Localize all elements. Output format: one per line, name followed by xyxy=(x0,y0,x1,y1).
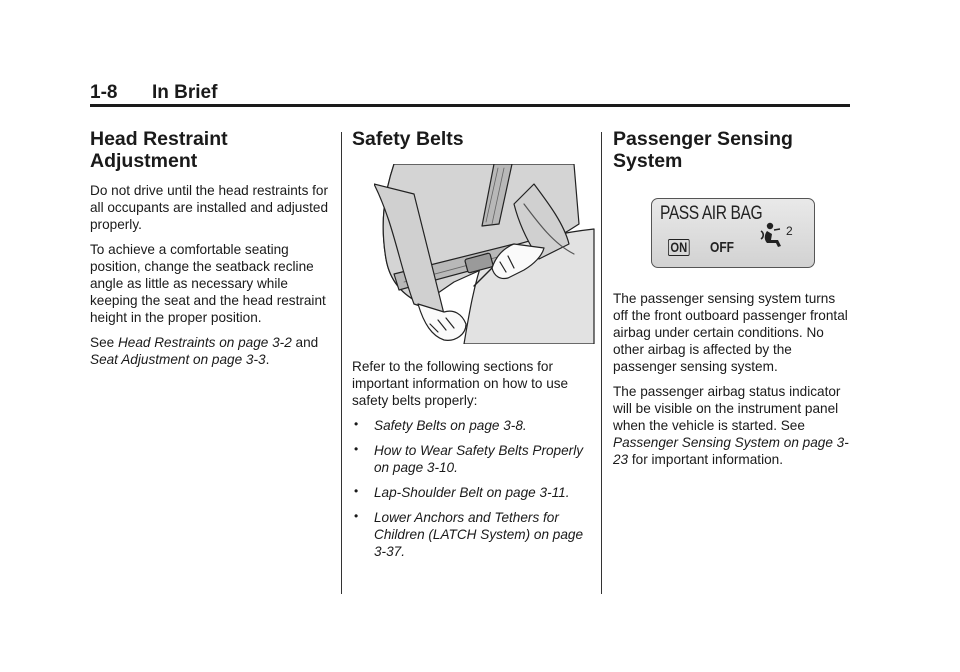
safety-belts-reference-list xyxy=(352,417,592,560)
passenger-sensing-link[interactable]: Passenger Sensing System on page 3-23 xyxy=(613,435,849,467)
safety-belts-heading: Safety Belts xyxy=(352,128,464,150)
list-item[interactable] xyxy=(352,484,592,501)
list-item[interactable] xyxy=(352,442,592,476)
important-info-text: for important information. xyxy=(628,452,784,467)
head-restraint-paragraph-1: Do not drive until the head restraints for all occupants are installed and adjusted properly. xyxy=(90,183,329,232)
page-number: 1-8 xyxy=(90,82,118,103)
column-divider-1 xyxy=(341,132,342,594)
safety-belt-illustration xyxy=(374,164,596,344)
column-divider-2 xyxy=(601,132,602,594)
bullet-icon: • xyxy=(354,442,359,456)
head-restraint-heading: Head Restraint Adjustment xyxy=(90,128,228,172)
seat-adjustment-link[interactable]: Seat Adjustment on page 3-3 xyxy=(90,352,266,367)
reference-link[interactable]: Safety Belts on page 3-8. xyxy=(374,418,527,433)
passenger-sensing-paragraph-2 xyxy=(613,383,853,468)
bullet-icon: • xyxy=(354,417,359,431)
section-title: In Brief xyxy=(152,82,218,103)
header-rule xyxy=(90,104,850,107)
safety-belts-section xyxy=(352,128,592,568)
page-header xyxy=(90,82,850,106)
indicator-on-label: ON xyxy=(668,239,690,256)
reference-link[interactable]: Lap-Shoulder Belt on page 3-11. xyxy=(374,485,570,500)
head-restraint-paragraph-2: To achieve a comfortable seating position, change the seatback recline angle as little as necessary while keeping the seat and the head restraint height in the proper position. xyxy=(90,242,326,325)
head-restraint-section xyxy=(90,128,335,376)
period-text: . xyxy=(265,352,270,367)
indicator-title: PASS AIR BAG xyxy=(660,203,763,224)
see-text: See xyxy=(90,335,118,350)
list-item[interactable] xyxy=(352,509,592,560)
status-indicator-text: The passenger airbag status indicator will be visible on the instrument panel when the vehicle is started. See xyxy=(613,384,841,433)
seated-passenger-airbag-icon xyxy=(758,221,784,249)
safety-belts-intro: Refer to the following sections for important information on how to use safety belts properly: xyxy=(352,359,569,408)
passenger-sensing-section xyxy=(613,128,853,476)
reference-link[interactable]: Lower Anchors and Tethers for Children (LATCH System) on page 3-37. xyxy=(374,510,584,559)
passenger-sensing-heading: Passenger Sensing System xyxy=(613,128,793,172)
head-restraint-see-also xyxy=(90,334,335,368)
head-restraints-link[interactable]: Head Restraints on page 3-2 xyxy=(117,335,292,350)
indicator-off-label: OFF xyxy=(710,239,734,256)
list-item[interactable] xyxy=(352,417,592,434)
bullet-icon: • xyxy=(354,509,359,523)
and-text: and xyxy=(291,335,319,350)
reference-link[interactable]: How to Wear Safety Belts Properly on page 3-10. xyxy=(374,443,584,475)
indicator-number: 2 xyxy=(786,224,793,238)
bullet-icon: • xyxy=(354,484,359,498)
pass-air-bag-indicator xyxy=(651,198,815,268)
passenger-sensing-paragraph-1: The passenger sensing system turns off the front outboard passenger frontal airbag under certain conditions. No other airbag is affected by the passenger sensing system. xyxy=(613,291,848,374)
